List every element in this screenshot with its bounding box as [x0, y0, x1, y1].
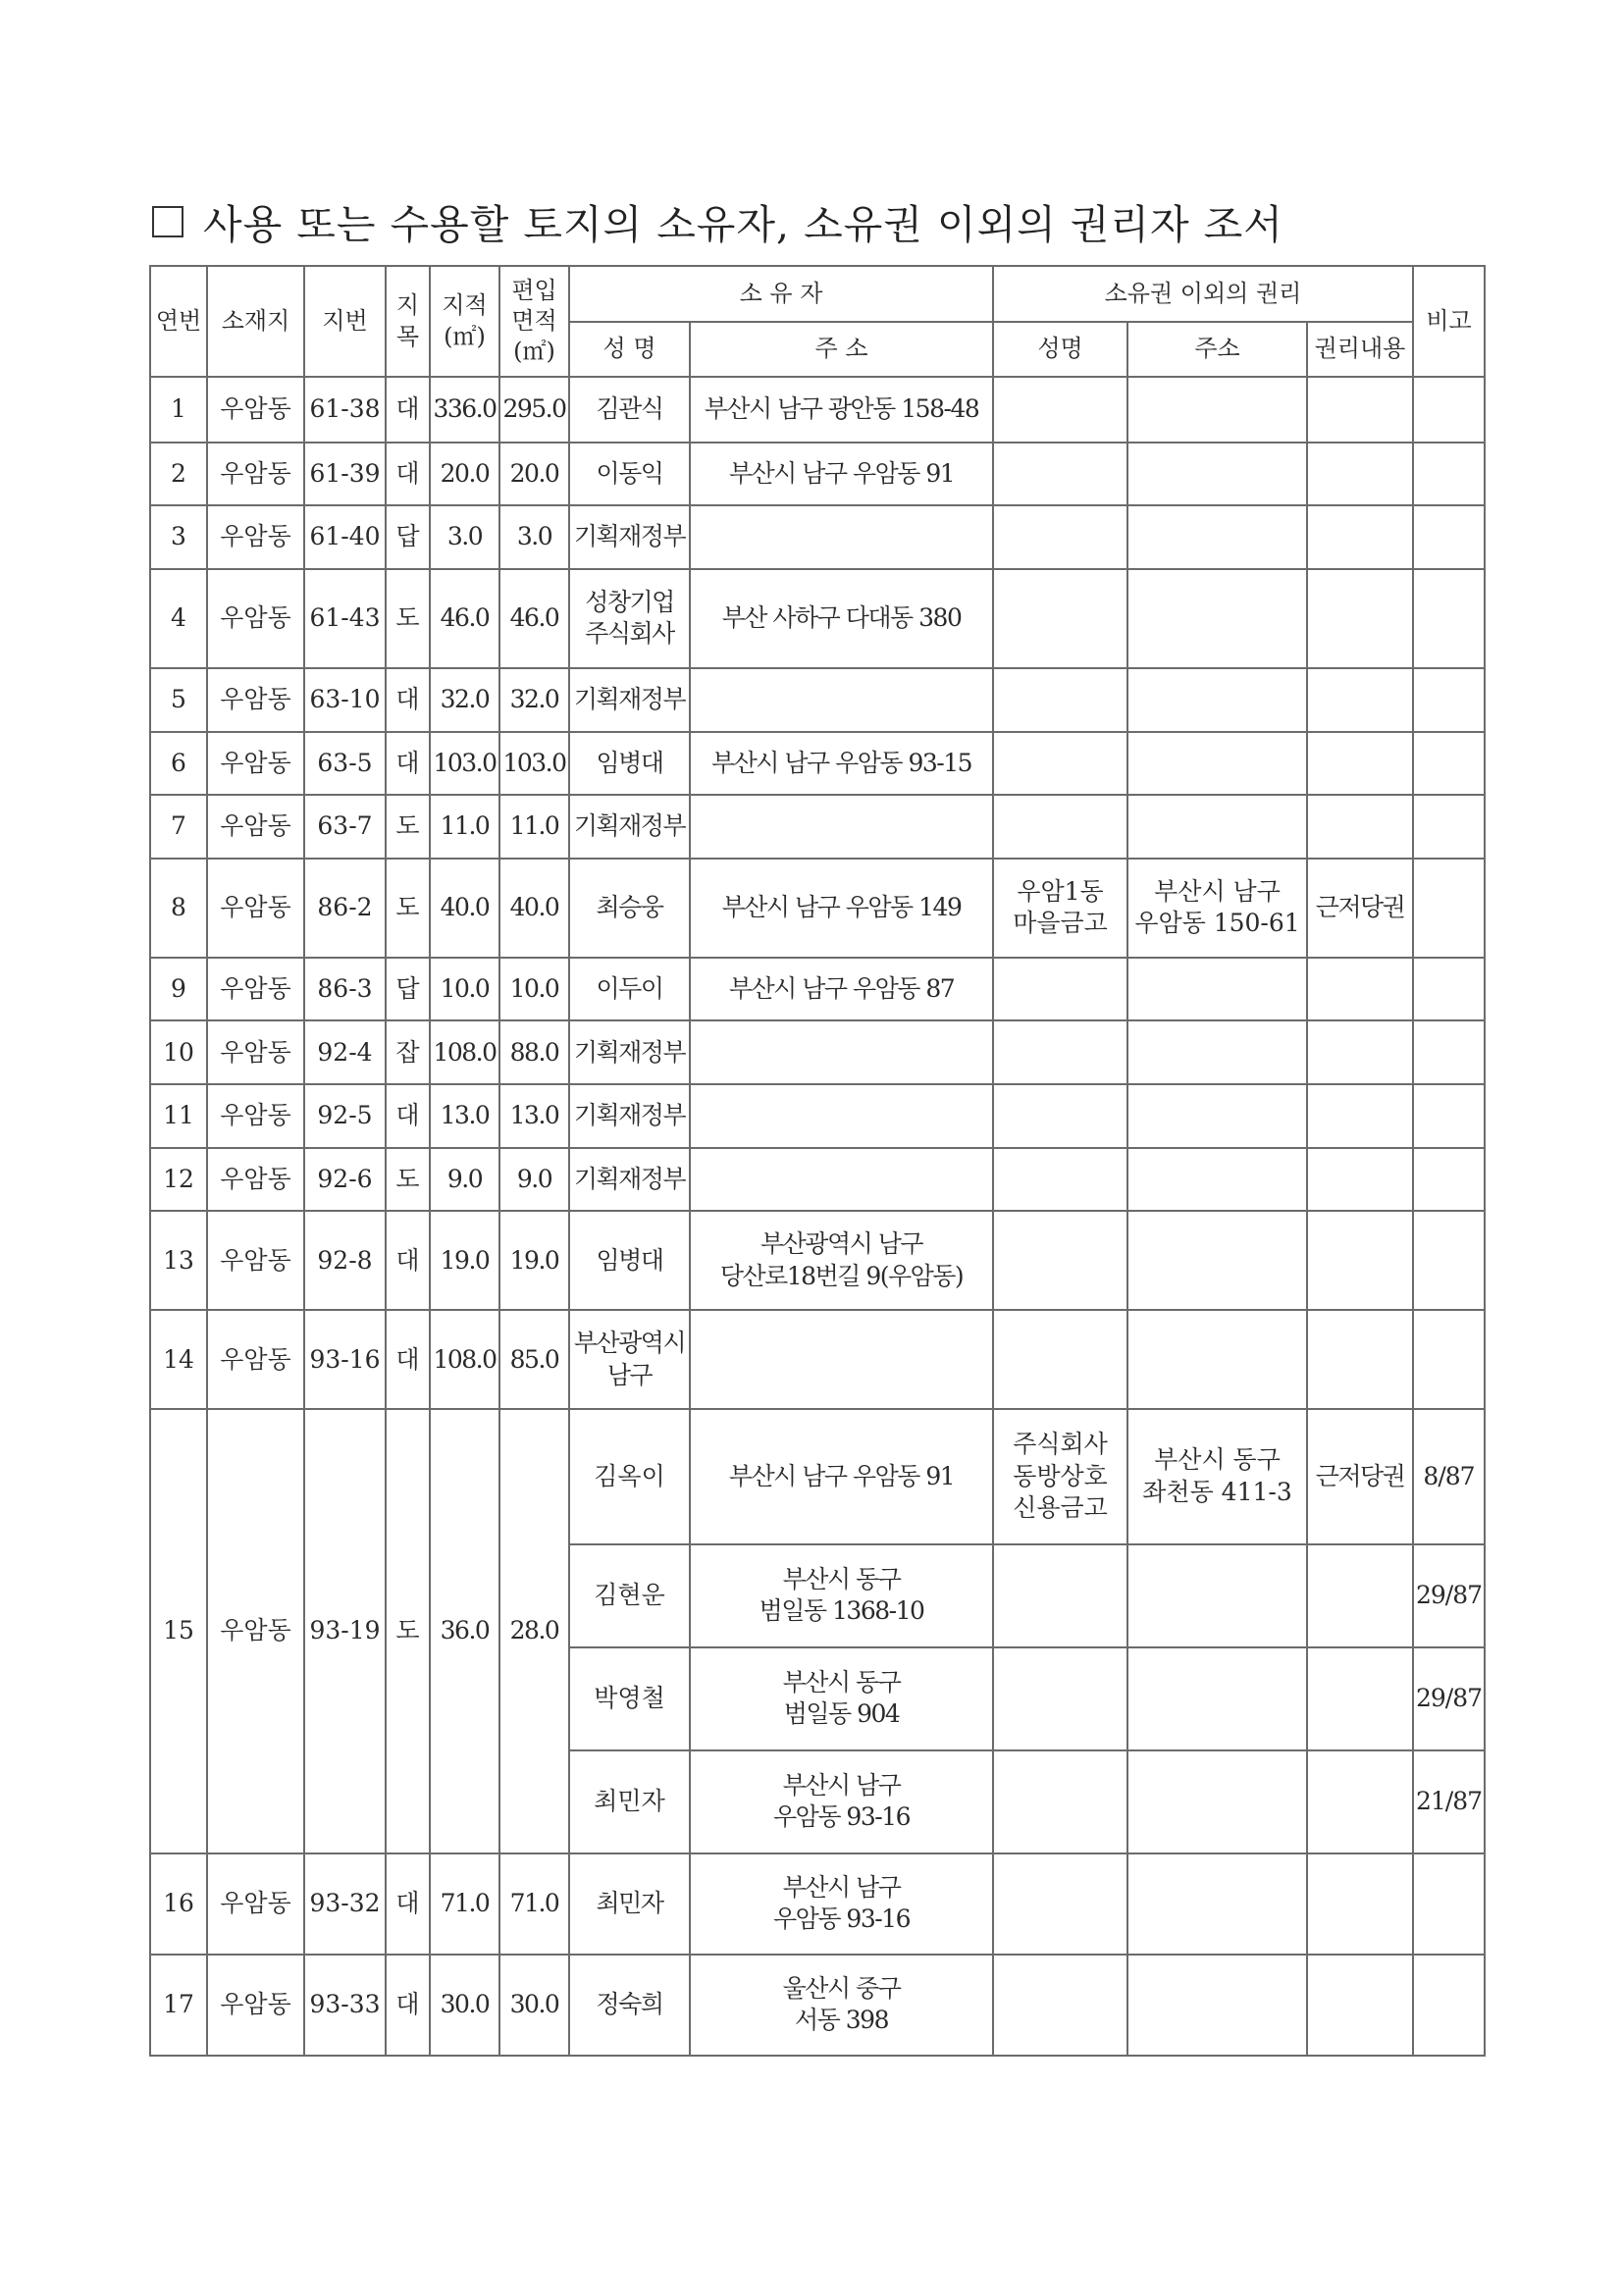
cell-rights-name — [993, 795, 1127, 859]
cell-location: 우암동 — [207, 668, 304, 732]
cell-owner-name: 기획재정부 — [569, 505, 690, 569]
cell-rights-content: 근저당권 — [1307, 1409, 1413, 1543]
cell-owner-addr — [690, 505, 993, 569]
cell-location: 우암동 — [207, 569, 304, 668]
cell-rights-addr — [1127, 505, 1307, 569]
cell-area: 13.0 — [430, 1084, 499, 1148]
cell-remarks — [1413, 569, 1485, 668]
header-category: 지 목 — [386, 266, 430, 377]
cell-owner-name: 김현운 — [569, 1544, 690, 1647]
cell-category: 대 — [386, 1084, 430, 1148]
header-owner-group: 소 유 자 — [569, 266, 993, 322]
header-owner-name: 성 명 — [569, 322, 690, 378]
cell-rights-addr — [1127, 795, 1307, 859]
cell-area: 36.0 — [430, 1409, 499, 1852]
cell-lot: 61-39 — [304, 443, 386, 506]
table-row — [150, 732, 1485, 796]
cell-rights-addr — [1127, 1310, 1307, 1409]
table-row — [150, 958, 1485, 1021]
cell-owner-addr — [690, 1084, 993, 1148]
cell-location: 우암동 — [207, 859, 304, 958]
cell-remarks — [1413, 795, 1485, 859]
cell-rights-addr: 부산시 동구 좌천동 411-3 — [1127, 1409, 1307, 1543]
table-row — [150, 1409, 1485, 1543]
cell-location: 우암동 — [207, 1853, 304, 1955]
cell-location: 우암동 — [207, 1409, 304, 1852]
cell-rights-content — [1307, 1084, 1413, 1148]
cell-area: 108.0 — [430, 1310, 499, 1409]
cell-owner-name: 부산광역시 남구 — [569, 1310, 690, 1409]
table-row — [150, 505, 1485, 569]
cell-no: 13 — [150, 1211, 207, 1310]
header-remarks: 비고 — [1413, 266, 1485, 377]
header-rights-content: 권리내용 — [1307, 322, 1413, 378]
cell-rights-addr — [1127, 1544, 1307, 1647]
cell-rights-content — [1307, 505, 1413, 569]
cell-area: 30.0 — [430, 1955, 499, 2056]
cell-owner-name: 기획재정부 — [569, 1020, 690, 1084]
cell-incl-area: 13.0 — [499, 1084, 569, 1148]
cell-location: 우암동 — [207, 1020, 304, 1084]
cell-rights-name — [993, 1647, 1127, 1750]
cell-rights-addr — [1127, 732, 1307, 796]
cell-owner-addr: 부산시 동구 범일동 1368-10 — [690, 1544, 993, 1647]
cell-rights-name — [993, 1750, 1127, 1853]
cell-area: 71.0 — [430, 1853, 499, 1955]
cell-rights-content: 근저당권 — [1307, 859, 1413, 958]
cell-location: 우암동 — [207, 795, 304, 859]
cell-rights-name — [993, 1020, 1127, 1084]
header-incl-area: 편입 면적 (㎡) — [499, 266, 569, 377]
cell-incl-area: 20.0 — [499, 443, 569, 506]
cell-lot: 93-16 — [304, 1310, 386, 1409]
header-rights-group: 소유권 이외의 권리 — [993, 266, 1413, 322]
cell-rights-addr — [1127, 1647, 1307, 1750]
cell-location: 우암동 — [207, 958, 304, 1021]
table-row — [150, 443, 1485, 506]
cell-area: 9.0 — [430, 1148, 499, 1212]
cell-category: 대 — [386, 1310, 430, 1409]
cell-incl-area: 103.0 — [499, 732, 569, 796]
cell-rights-name — [993, 377, 1127, 443]
cell-incl-area: 19.0 — [499, 1211, 569, 1310]
cell-rights-content — [1307, 1544, 1413, 1647]
cell-owner-addr: 부산 사하구 다대동 380 — [690, 569, 993, 668]
cell-category: 도 — [386, 569, 430, 668]
cell-lot: 63-5 — [304, 732, 386, 796]
cell-remarks-share: 29/87 — [1413, 1544, 1485, 1647]
table-row — [150, 668, 1485, 732]
cell-rights-addr: 부산시 남구 우암동 150-61 — [1127, 859, 1307, 958]
cell-area: 19.0 — [430, 1211, 499, 1310]
cell-no: 10 — [150, 1020, 207, 1084]
cell-no: 8 — [150, 859, 207, 958]
cell-rights-content — [1307, 377, 1413, 443]
table-row — [150, 1020, 1485, 1084]
cell-rights-name — [993, 1211, 1127, 1310]
cell-incl-area: 11.0 — [499, 795, 569, 859]
header-location: 소재지 — [207, 266, 304, 377]
cell-location: 우암동 — [207, 1084, 304, 1148]
cell-incl-area: 71.0 — [499, 1853, 569, 1955]
cell-incl-area: 40.0 — [499, 859, 569, 958]
header-lot: 지번 — [304, 266, 386, 377]
cell-category: 답 — [386, 958, 430, 1021]
table-row — [150, 1853, 1485, 1955]
cell-rights-addr — [1127, 1020, 1307, 1084]
cell-area: 103.0 — [430, 732, 499, 796]
cell-rights-name — [993, 1544, 1127, 1647]
cell-location: 우암동 — [207, 1310, 304, 1409]
cell-incl-area: 30.0 — [499, 1955, 569, 2056]
cell-area: 108.0 — [430, 1020, 499, 1084]
cell-owner-addr: 부산시 남구 우암동 93-15 — [690, 732, 993, 796]
cell-owner-addr: 울산시 중구 서동 398 — [690, 1955, 993, 2056]
cell-location: 우암동 — [207, 377, 304, 443]
cell-remarks — [1413, 1084, 1485, 1148]
cell-owner-name: 기획재정부 — [569, 1148, 690, 1212]
cell-rights-name — [993, 443, 1127, 506]
cell-category: 대 — [386, 1853, 430, 1955]
checkbox-square-icon — [152, 206, 183, 237]
cell-lot: 92-6 — [304, 1148, 386, 1212]
cell-rights-content — [1307, 958, 1413, 1021]
cell-category: 도 — [386, 859, 430, 958]
cell-owner-addr: 부산시 남구 우암동 93-16 — [690, 1853, 993, 1955]
cell-area: 40.0 — [430, 859, 499, 958]
cell-owner-name: 김관식 — [569, 377, 690, 443]
cell-lot: 92-8 — [304, 1211, 386, 1310]
cell-incl-area: 46.0 — [499, 569, 569, 668]
cell-lot: 93-33 — [304, 1955, 386, 2056]
cell-no: 3 — [150, 505, 207, 569]
cell-rights-name — [993, 1310, 1127, 1409]
cell-remarks — [1413, 859, 1485, 958]
cell-category: 대 — [386, 1955, 430, 2056]
cell-rights-addr — [1127, 1853, 1307, 1955]
cell-incl-area: 9.0 — [499, 1148, 569, 1212]
table-row — [150, 1211, 1485, 1310]
cell-no: 2 — [150, 443, 207, 506]
cell-category: 대 — [386, 668, 430, 732]
header-area: 지적 (㎡) — [430, 266, 499, 377]
cell-rights-content — [1307, 1853, 1413, 1955]
cell-owner-name: 김옥이 — [569, 1409, 690, 1543]
cell-owner-name: 정숙희 — [569, 1955, 690, 2056]
cell-rights-addr — [1127, 1148, 1307, 1212]
cell-rights-content — [1307, 732, 1413, 796]
cell-category: 도 — [386, 1409, 430, 1852]
cell-no: 11 — [150, 1084, 207, 1148]
cell-rights-content — [1307, 795, 1413, 859]
cell-remarks — [1413, 1211, 1485, 1310]
cell-owner-name: 기획재정부 — [569, 1084, 690, 1148]
cell-location: 우암동 — [207, 505, 304, 569]
table-row — [150, 1310, 1485, 1409]
cell-owner-addr: 부산시 남구 광안동 158-48 — [690, 377, 993, 443]
document-title — [152, 192, 1283, 250]
cell-rights-addr — [1127, 1084, 1307, 1148]
cell-owner-addr — [690, 1148, 993, 1212]
cell-rights-addr — [1127, 1955, 1307, 2056]
cell-owner-name: 이동익 — [569, 443, 690, 506]
cell-location: 우암동 — [207, 1148, 304, 1212]
cell-owner-addr: 부산광역시 남구 당산로18번길 9(우암동) — [690, 1211, 993, 1310]
cell-owner-name: 최민자 — [569, 1853, 690, 1955]
cell-remarks — [1413, 1020, 1485, 1084]
cell-lot: 61-43 — [304, 569, 386, 668]
cell-rights-addr — [1127, 1750, 1307, 1853]
cell-remarks-share: 29/87 — [1413, 1647, 1485, 1750]
cell-no: 7 — [150, 795, 207, 859]
cell-remarks — [1413, 505, 1485, 569]
header-rights-addr: 주소 — [1127, 322, 1307, 378]
cell-incl-area: 10.0 — [499, 958, 569, 1021]
cell-lot: 63-7 — [304, 795, 386, 859]
document-title-text: 사용 또는 수용할 토지의 소유자, 소유권 이외의 권리자 조서 — [203, 201, 1283, 248]
cell-no: 9 — [150, 958, 207, 1021]
cell-no: 14 — [150, 1310, 207, 1409]
cell-owner-name: 최승웅 — [569, 859, 690, 958]
cell-category: 대 — [386, 377, 430, 443]
cell-category: 대 — [386, 1211, 430, 1310]
cell-owner-name: 성창기업 주식회사 — [569, 569, 690, 668]
header-no: 연번 — [150, 266, 207, 377]
cell-rights-name — [993, 1853, 1127, 1955]
cell-category: 잡 — [386, 1020, 430, 1084]
cell-category: 대 — [386, 732, 430, 796]
cell-category: 답 — [386, 505, 430, 569]
cell-owner-addr: 부산시 동구 범일동 904 — [690, 1647, 993, 1750]
table-row — [150, 569, 1485, 668]
cell-owner-addr — [690, 668, 993, 732]
cell-owner-addr: 부산시 남구 우암동 91 — [690, 443, 993, 506]
cell-owner-name: 박영철 — [569, 1647, 690, 1750]
cell-category: 대 — [386, 443, 430, 506]
cell-rights-content — [1307, 569, 1413, 668]
cell-owner-name: 기획재정부 — [569, 795, 690, 859]
cell-remarks-share: 8/87 — [1413, 1409, 1485, 1543]
cell-incl-area: 3.0 — [499, 505, 569, 569]
cell-no: 6 — [150, 732, 207, 796]
cell-location: 우암동 — [207, 1955, 304, 2056]
cell-remarks-share: 21/87 — [1413, 1750, 1485, 1853]
cell-owner-addr — [690, 1310, 993, 1409]
cell-remarks — [1413, 732, 1485, 796]
cell-rights-content — [1307, 1750, 1413, 1853]
cell-remarks — [1413, 958, 1485, 1021]
cell-owner-addr — [690, 1020, 993, 1084]
cell-location: 우암동 — [207, 732, 304, 796]
cell-rights-content — [1307, 1020, 1413, 1084]
cell-lot: 92-5 — [304, 1084, 386, 1148]
cell-location: 우암동 — [207, 1211, 304, 1310]
table-row — [150, 859, 1485, 958]
cell-rights-name — [993, 1084, 1127, 1148]
cell-rights-name — [993, 958, 1127, 1021]
cell-lot: 93-19 — [304, 1409, 386, 1852]
cell-no: 1 — [150, 377, 207, 443]
cell-incl-area: 295.0 — [499, 377, 569, 443]
cell-owner-name: 임병대 — [569, 1211, 690, 1310]
cell-owner-addr: 부산시 남구 우암동 87 — [690, 958, 993, 1021]
table-row — [150, 266, 1485, 322]
table-row — [150, 1955, 1485, 2056]
cell-category: 도 — [386, 1148, 430, 1212]
cell-area: 46.0 — [430, 569, 499, 668]
cell-no: 12 — [150, 1148, 207, 1212]
cell-rights-content — [1307, 1955, 1413, 2056]
cell-owner-addr: 부산시 남구 우암동 91 — [690, 1409, 993, 1543]
cell-lot: 61-38 — [304, 377, 386, 443]
cell-rights-addr — [1127, 377, 1307, 443]
cell-remarks — [1413, 1853, 1485, 1955]
cell-owner-addr: 부산시 남구 우암동 93-16 — [690, 1750, 993, 1853]
cell-rights-addr — [1127, 1211, 1307, 1310]
land-owner-table — [149, 265, 1486, 2057]
cell-no: 5 — [150, 668, 207, 732]
table-row — [150, 1148, 1485, 1212]
cell-rights-name: 주식회사 동방상호 신용금고 — [993, 1409, 1127, 1543]
cell-rights-content — [1307, 1211, 1413, 1310]
cell-rights-name — [993, 1148, 1127, 1212]
cell-location: 우암동 — [207, 443, 304, 506]
cell-lot: 61-40 — [304, 505, 386, 569]
cell-owner-name: 이두이 — [569, 958, 690, 1021]
cell-incl-area: 32.0 — [499, 668, 569, 732]
cell-lot: 93-32 — [304, 1853, 386, 1955]
cell-owner-name: 최민자 — [569, 1750, 690, 1853]
cell-lot: 86-3 — [304, 958, 386, 1021]
cell-rights-content — [1307, 1647, 1413, 1750]
cell-incl-area: 85.0 — [499, 1310, 569, 1409]
cell-rights-addr — [1127, 668, 1307, 732]
header-rights-name: 성명 — [993, 322, 1127, 378]
cell-owner-name: 기획재정부 — [569, 668, 690, 732]
cell-rights-name — [993, 505, 1127, 569]
cell-rights-content — [1307, 443, 1413, 506]
cell-remarks — [1413, 1955, 1485, 2056]
cell-area: 11.0 — [430, 795, 499, 859]
cell-rights-content — [1307, 668, 1413, 732]
cell-no: 15 — [150, 1409, 207, 1852]
cell-rights-name — [993, 569, 1127, 668]
cell-lot: 86-2 — [304, 859, 386, 958]
cell-area: 3.0 — [430, 505, 499, 569]
cell-area: 10.0 — [430, 958, 499, 1021]
cell-no: 17 — [150, 1955, 207, 2056]
cell-area: 336.0 — [430, 377, 499, 443]
cell-no: 4 — [150, 569, 207, 668]
cell-rights-addr — [1127, 443, 1307, 506]
cell-rights-name — [993, 732, 1127, 796]
cell-remarks — [1413, 1310, 1485, 1409]
cell-area: 20.0 — [430, 443, 499, 506]
header-owner-addr: 주 소 — [690, 322, 993, 378]
cell-rights-name — [993, 1955, 1127, 2056]
table-row — [150, 795, 1485, 859]
cell-incl-area: 28.0 — [499, 1409, 569, 1852]
cell-rights-content — [1307, 1310, 1413, 1409]
cell-no: 16 — [150, 1853, 207, 1955]
table-row — [150, 377, 1485, 443]
cell-remarks — [1413, 668, 1485, 732]
cell-area: 32.0 — [430, 668, 499, 732]
cell-lot: 92-4 — [304, 1020, 386, 1084]
cell-category: 도 — [386, 795, 430, 859]
cell-incl-area: 88.0 — [499, 1020, 569, 1084]
cell-remarks — [1413, 443, 1485, 506]
cell-remarks — [1413, 377, 1485, 443]
cell-lot: 63-10 — [304, 668, 386, 732]
table-row — [150, 1084, 1485, 1148]
cell-rights-addr — [1127, 958, 1307, 1021]
cell-owner-addr: 부산시 남구 우암동 149 — [690, 859, 993, 958]
cell-remarks — [1413, 1148, 1485, 1212]
cell-rights-content — [1307, 1148, 1413, 1212]
cell-rights-name — [993, 668, 1127, 732]
cell-owner-name: 임병대 — [569, 732, 690, 796]
cell-rights-name: 우암1동 마을금고 — [993, 859, 1127, 958]
cell-owner-addr — [690, 795, 993, 859]
cell-rights-addr — [1127, 569, 1307, 668]
